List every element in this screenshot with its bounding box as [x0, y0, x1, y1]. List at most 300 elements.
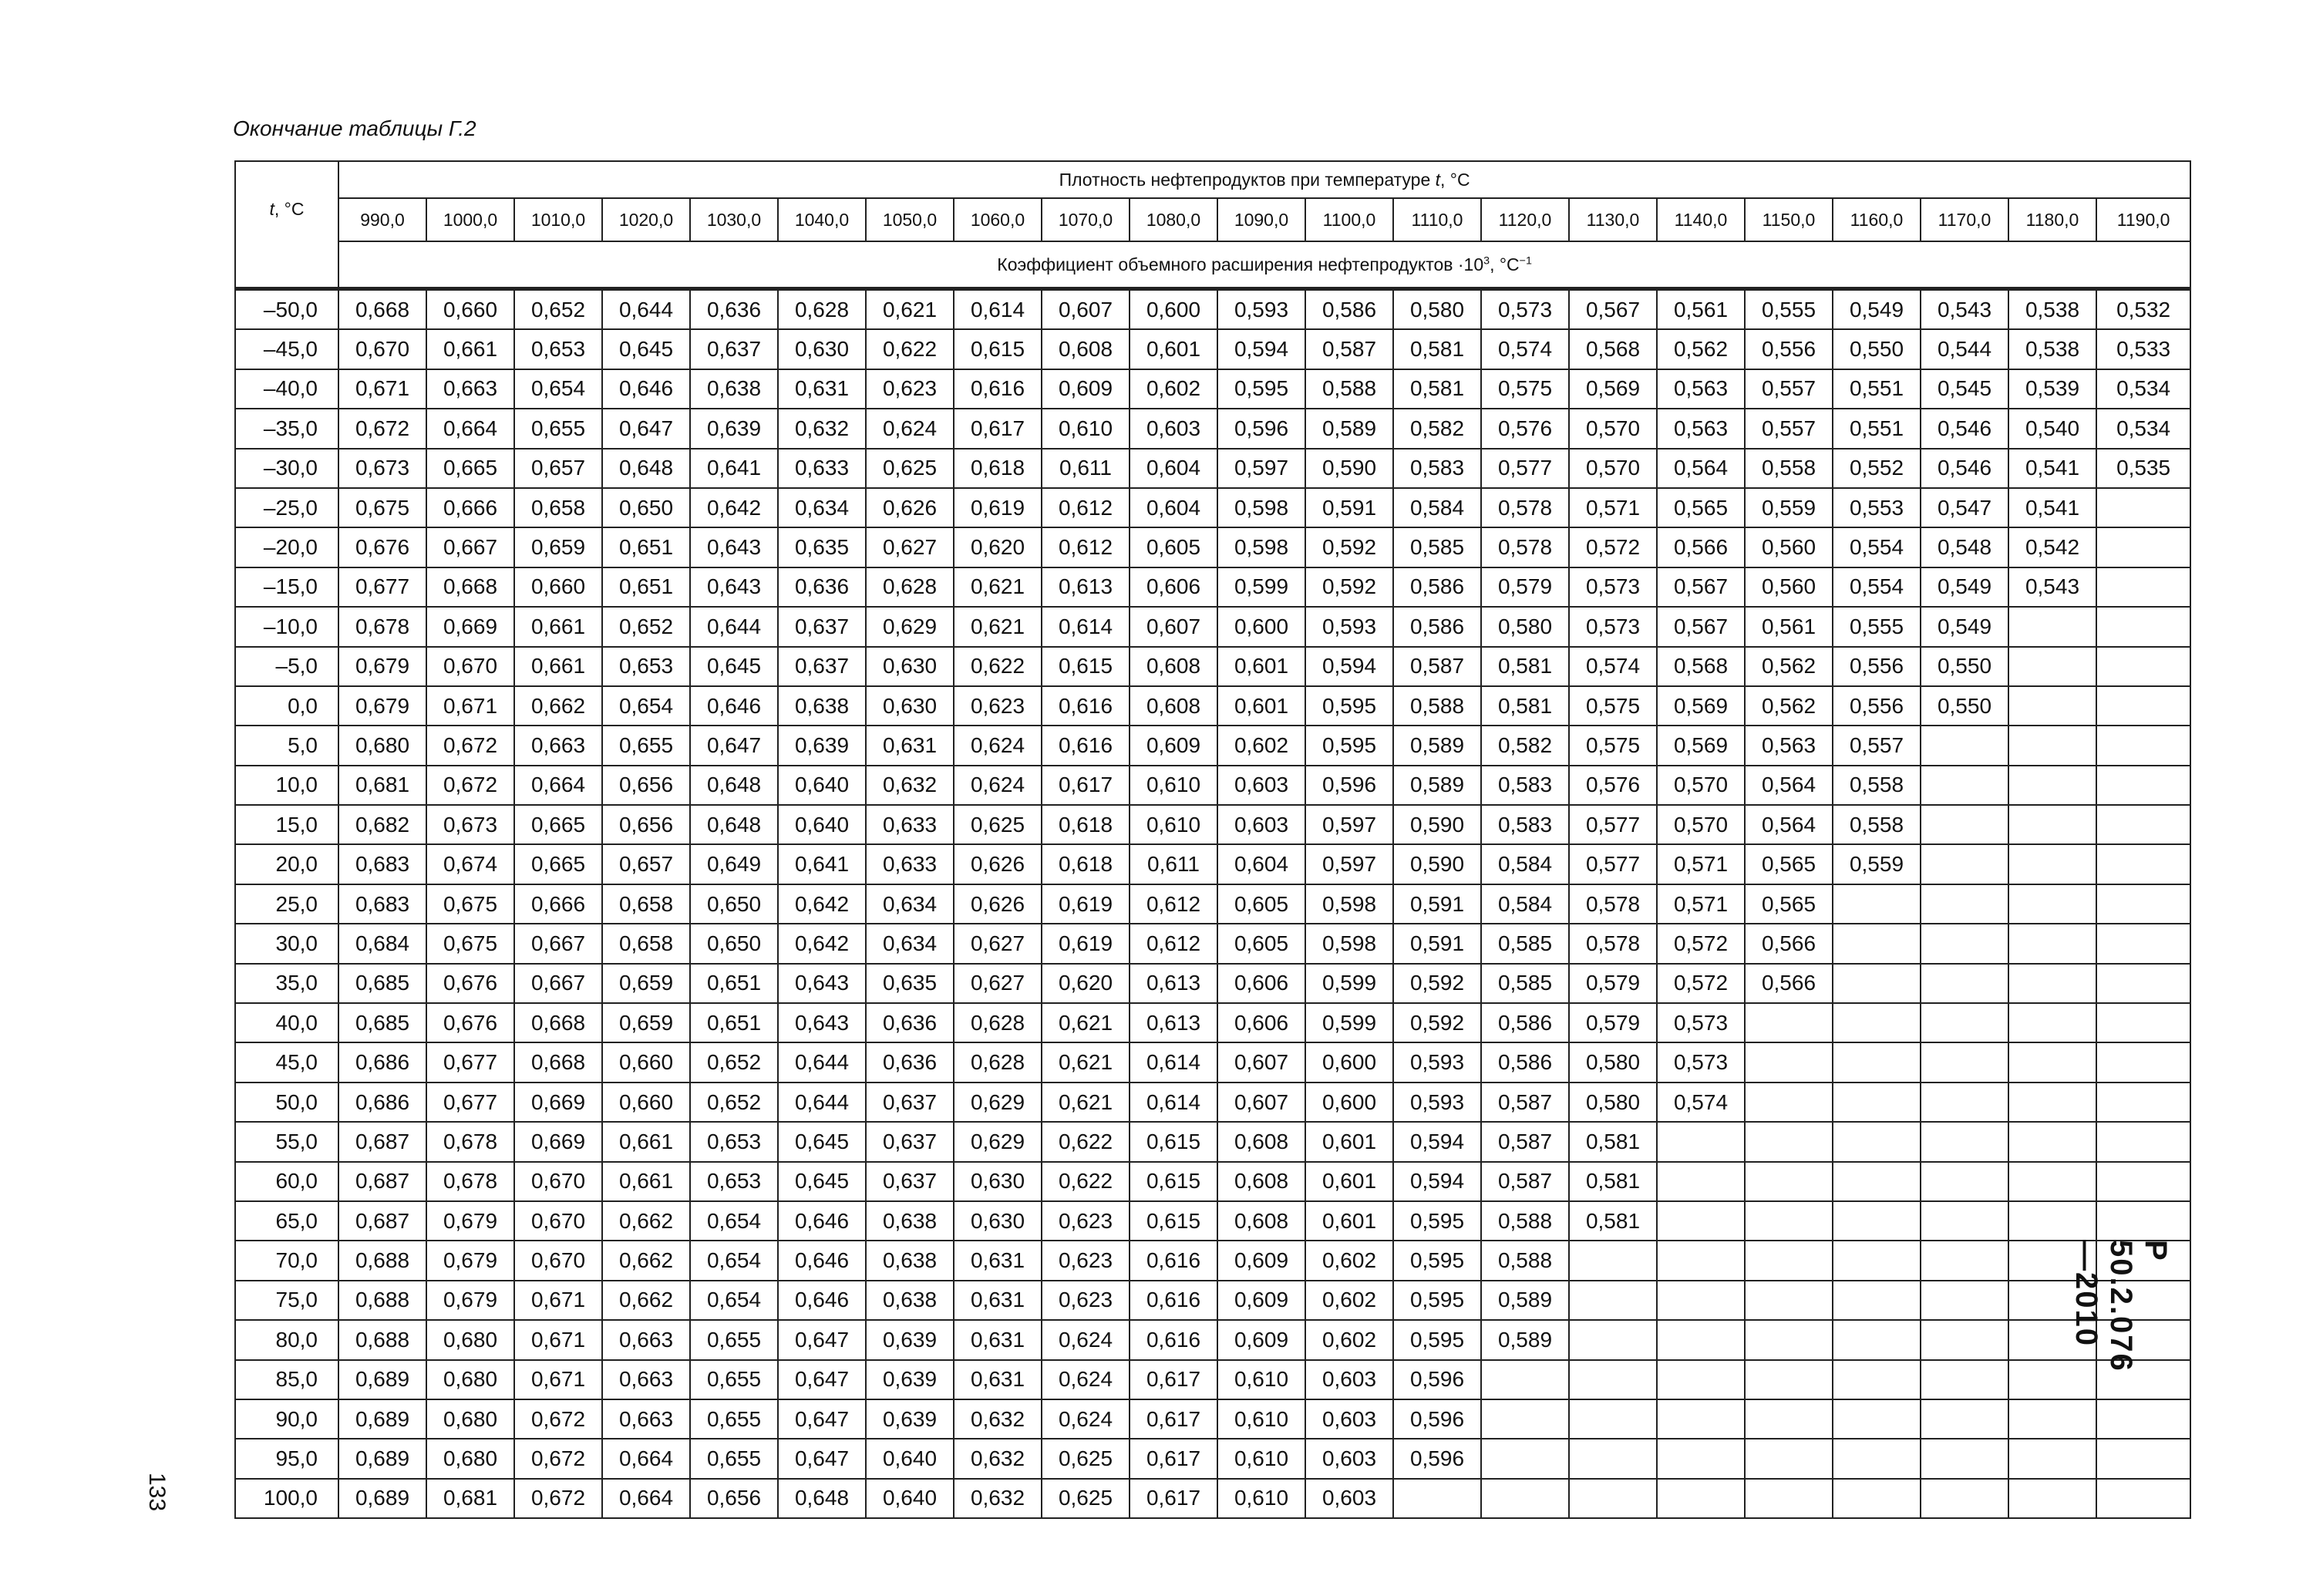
table-cell: 0,551 [1833, 409, 1921, 448]
table-cell: 0,581 [1569, 1122, 1657, 1161]
table-cell: 0,601 [1130, 329, 1217, 369]
table-cell: 0,680 [426, 1399, 514, 1439]
table-cell: 0,672 [338, 409, 426, 448]
table-cell: 0,612 [1042, 527, 1130, 567]
table-cell [2096, 1083, 2190, 1122]
table-cell: 0,679 [426, 1281, 514, 1320]
table-cell: 0,566 [1657, 527, 1745, 567]
table-cell: 0,672 [514, 1439, 602, 1478]
table-cell: 0,560 [1745, 567, 1833, 607]
table-cell: 0,554 [1833, 527, 1921, 567]
table-cell: 0,639 [866, 1399, 954, 1439]
table-cell: 0,532 [2096, 289, 2190, 330]
table-cell: 0,602 [1130, 369, 1217, 409]
table-cell: 0,587 [1481, 1122, 1569, 1161]
table-cell: 0,619 [1042, 884, 1130, 924]
table-cell: 0,541 [2008, 449, 2096, 488]
table-cell: 0,639 [866, 1360, 954, 1399]
table-cell [1569, 1399, 1657, 1439]
table-cell [1745, 1042, 1833, 1082]
table-cell: 0,573 [1569, 567, 1657, 607]
table-cell: 0,605 [1217, 924, 1305, 963]
table-cell: 0,628 [954, 1042, 1042, 1082]
table-cell: 0,624 [866, 409, 954, 448]
table-cell: 0,654 [690, 1281, 778, 1320]
table-cell [1481, 1439, 1569, 1478]
table-cell: 0,596 [1217, 409, 1305, 448]
table-cell [1921, 1162, 2008, 1201]
table-cell [1657, 1162, 1745, 1201]
table-cell [1833, 1162, 1921, 1201]
table-cell: 0,689 [338, 1399, 426, 1439]
table-cell: 0,617 [1130, 1360, 1217, 1399]
table-cell: 0,644 [778, 1042, 866, 1082]
table-cell [2096, 726, 2190, 765]
table-cell: 0,557 [1745, 369, 1833, 409]
table-cell: 0,625 [954, 805, 1042, 844]
table-cell: 0,664 [514, 766, 602, 805]
table-cell: 0,652 [514, 289, 602, 330]
table-cell: 0,621 [954, 607, 1042, 646]
table-cell: 0,600 [1305, 1042, 1393, 1082]
table-cell: 0,677 [338, 567, 426, 607]
table-cell: 0,637 [690, 329, 778, 369]
table-cell [1745, 1439, 1833, 1478]
table-cell: 0,652 [690, 1042, 778, 1082]
table-cell: 0,676 [338, 527, 426, 567]
table-cell [1569, 1281, 1657, 1320]
table-cell: 0,669 [426, 607, 514, 646]
table-cell: 0,588 [1481, 1241, 1569, 1280]
table-cell: 0,569 [1657, 726, 1745, 765]
table-cell: 0,563 [1657, 409, 1745, 448]
table-cell: 0,654 [514, 369, 602, 409]
table-cell [1921, 964, 2008, 1003]
table-cell: 0,571 [1657, 844, 1745, 884]
table-cell: 0,637 [778, 647, 866, 686]
table-cell: 0,631 [954, 1320, 1042, 1359]
table-cell [2096, 766, 2190, 805]
table-cell: 0,668 [338, 289, 426, 330]
table-row [235, 964, 2190, 1003]
table-cell: 0,603 [1217, 766, 1305, 805]
table-cell: 0,544 [1921, 329, 2008, 369]
header-coef-post: , °C [1490, 254, 1520, 274]
table-row [235, 924, 2190, 963]
table-cell: 0,630 [866, 647, 954, 686]
table-cell: 0,618 [1042, 844, 1130, 884]
table-cell: 0,597 [1217, 449, 1305, 488]
table-row [235, 844, 2190, 884]
row-temperature: 50,0 [235, 1083, 338, 1122]
table-cell: 0,609 [1217, 1320, 1305, 1359]
table-cell [2096, 964, 2190, 1003]
table-cell [1745, 1241, 1833, 1280]
table-cell [2096, 488, 2190, 527]
header-density-pre: Плотность нефтепродуктов при температуре [1059, 169, 1436, 190]
row-temperature: –20,0 [235, 527, 338, 567]
table-cell: 0,647 [602, 409, 690, 448]
row-temperature: 45,0 [235, 1042, 338, 1082]
table-cell [1921, 1003, 2008, 1042]
table-cell: 0,583 [1481, 766, 1569, 805]
table-cell [2096, 1201, 2190, 1241]
table-cell: 0,612 [1130, 924, 1217, 963]
table-cell: 0,602 [1305, 1241, 1393, 1280]
table-cell: 0,581 [1569, 1201, 1657, 1241]
table-cell: 0,574 [1657, 1083, 1745, 1122]
density-column-header: 1060,0 [954, 198, 1042, 241]
table-cell: 0,655 [514, 409, 602, 448]
density-column-header: 1170,0 [1921, 198, 2008, 241]
table-cell: 0,658 [602, 884, 690, 924]
table-cell: 0,654 [690, 1201, 778, 1241]
table-cell: 0,607 [1042, 289, 1130, 330]
table-row [235, 567, 2190, 607]
table-cell: 0,615 [954, 329, 1042, 369]
table-cell: 0,636 [866, 1042, 954, 1082]
table-cell: 0,680 [426, 1360, 514, 1399]
table-cell: 0,603 [1217, 805, 1305, 844]
table-cell: 0,550 [1921, 647, 2008, 686]
table-cell: 0,663 [602, 1320, 690, 1359]
table-cell: 0,562 [1745, 686, 1833, 726]
table-cell: 0,632 [866, 766, 954, 805]
table-cell: 0,621 [1042, 1003, 1130, 1042]
table-cell: 0,633 [866, 844, 954, 884]
table-cell: 0,577 [1481, 449, 1569, 488]
table-cell: 0,587 [1481, 1162, 1569, 1201]
table-cell: 0,558 [1745, 449, 1833, 488]
row-temperature: 90,0 [235, 1399, 338, 1439]
table-cell: 0,680 [426, 1439, 514, 1478]
table-cell: 0,631 [954, 1241, 1042, 1280]
table-cell [2008, 1399, 2096, 1439]
table-cell: 0,581 [1481, 686, 1569, 726]
table-cell: 0,672 [514, 1479, 602, 1518]
table-cell: 0,586 [1481, 1003, 1569, 1042]
table-cell: 0,591 [1305, 488, 1393, 527]
table-cell: 0,626 [866, 488, 954, 527]
table-cell [1833, 1479, 1921, 1518]
table-cell [1921, 1201, 2008, 1241]
table-cell: 0,535 [2096, 449, 2190, 488]
table-cell [2008, 1479, 2096, 1518]
table-cell: 0,558 [1833, 805, 1921, 844]
table-cell: 0,623 [954, 686, 1042, 726]
table-cell: 0,575 [1569, 686, 1657, 726]
table-cell: 0,574 [1569, 647, 1657, 686]
table-cell: 0,573 [1657, 1042, 1745, 1082]
table-cell: 0,632 [954, 1439, 1042, 1478]
density-column-headers [235, 198, 2190, 241]
table-cell: 0,628 [954, 1003, 1042, 1042]
table-cell: 0,630 [954, 1162, 1042, 1201]
table-cell: 0,580 [1393, 289, 1481, 330]
table-cell [1833, 1360, 1921, 1399]
table-cell: 0,663 [602, 1399, 690, 1439]
row-temperature: 40,0 [235, 1003, 338, 1042]
table-cell [1833, 1281, 1921, 1320]
table-cell: 0,585 [1481, 924, 1569, 963]
table-cell [1569, 1360, 1657, 1399]
table-cell: 0,660 [514, 567, 602, 607]
table-cell: 0,549 [1833, 289, 1921, 330]
table-cell: 0,670 [514, 1241, 602, 1280]
table-cell [1657, 1360, 1745, 1399]
table-row [235, 1479, 2190, 1518]
table-cell: 0,617 [1130, 1439, 1217, 1478]
table-cell: 0,606 [1130, 567, 1217, 607]
row-temperature: –10,0 [235, 607, 338, 646]
table-cell: 0,594 [1393, 1162, 1481, 1201]
table-cell: 0,581 [1569, 1162, 1657, 1201]
table-cell: 0,667 [514, 964, 602, 1003]
table-cell: 0,603 [1130, 409, 1217, 448]
table-cell: 0,617 [954, 409, 1042, 448]
row-temperature: 15,0 [235, 805, 338, 844]
table-row [235, 329, 2190, 369]
table-cell: 0,562 [1657, 329, 1745, 369]
table-cell: 0,609 [1217, 1241, 1305, 1280]
table-cell: 0,549 [1921, 607, 2008, 646]
row-temperature: –45,0 [235, 329, 338, 369]
table-cell: 0,661 [602, 1122, 690, 1161]
table-cell: 0,661 [602, 1162, 690, 1201]
table-cell: 0,542 [2008, 527, 2096, 567]
table-cell: 0,595 [1305, 686, 1393, 726]
table-cell [2096, 647, 2190, 686]
table-cell [2096, 1439, 2190, 1478]
table-cell [2008, 884, 2096, 924]
table-cell: 0,643 [690, 567, 778, 607]
table-cell: 0,613 [1042, 567, 1130, 607]
row-temperature: 60,0 [235, 1162, 338, 1201]
table-cell: 0,607 [1217, 1083, 1305, 1122]
table-cell [1833, 1241, 1921, 1280]
table-cell: 0,639 [866, 1320, 954, 1359]
table-cell: 0,582 [1481, 726, 1569, 765]
table-cell [2096, 1479, 2190, 1518]
table-row [235, 289, 2190, 330]
table-cell: 0,629 [954, 1083, 1042, 1122]
table-cell: 0,627 [954, 924, 1042, 963]
table-row [235, 1201, 2190, 1241]
table-cell: 0,552 [1833, 449, 1921, 488]
table-cell: 0,550 [1833, 329, 1921, 369]
document-id: Р 50.2.076—2010 [2069, 1240, 2173, 1372]
header-density [338, 161, 2190, 198]
table-cell [1745, 1360, 1833, 1399]
table-cell: 0,628 [778, 289, 866, 330]
table-cell: 0,534 [2096, 409, 2190, 448]
table-cell: 0,673 [426, 805, 514, 844]
table-cell [2096, 1399, 2190, 1439]
table-cell: 0,622 [954, 647, 1042, 686]
table-cell: 0,664 [602, 1439, 690, 1478]
row-temperature: 100,0 [235, 1479, 338, 1518]
density-column-header: 1050,0 [866, 198, 954, 241]
table-cell: 0,645 [602, 329, 690, 369]
table-cell: 0,575 [1569, 726, 1657, 765]
table-cell: 0,686 [338, 1042, 426, 1082]
table-cell: 0,688 [338, 1320, 426, 1359]
table-cell: 0,637 [866, 1162, 954, 1201]
table-cell: 0,569 [1657, 686, 1745, 726]
table-cell [1745, 1201, 1833, 1241]
row-temperature: 20,0 [235, 844, 338, 884]
table-cell: 0,604 [1130, 449, 1217, 488]
table-cell: 0,663 [602, 1360, 690, 1399]
table-cell: 0,590 [1393, 844, 1481, 884]
column-header-temperature [235, 161, 338, 289]
table-cell: 0,681 [426, 1479, 514, 1518]
table-cell [1745, 1162, 1833, 1201]
table-cell: 0,689 [338, 1479, 426, 1518]
table-cell: 0,678 [426, 1122, 514, 1161]
table-cell: 0,659 [514, 527, 602, 567]
table-cell: 0,595 [1393, 1241, 1481, 1280]
table-cell: 0,638 [866, 1201, 954, 1241]
table-cell [2008, 1439, 2096, 1478]
row-temperature: 35,0 [235, 964, 338, 1003]
table-cell: 0,610 [1217, 1439, 1305, 1478]
table-cell: 0,570 [1657, 805, 1745, 844]
density-column-header: 990,0 [338, 198, 426, 241]
table-cell: 0,590 [1393, 805, 1481, 844]
table-cell [1833, 1201, 1921, 1241]
table-cell: 0,611 [1042, 449, 1130, 488]
table-cell: 0,639 [690, 409, 778, 448]
table-cell: 0,539 [2008, 369, 2096, 409]
table-cell: 0,587 [1305, 329, 1393, 369]
table-cell: 0,635 [778, 527, 866, 567]
table-cell: 0,601 [1305, 1201, 1393, 1241]
table-cell: 0,660 [602, 1042, 690, 1082]
table-cell [2096, 884, 2190, 924]
row-temperature: 95,0 [235, 1439, 338, 1478]
row-temperature: –35,0 [235, 409, 338, 448]
table-row [235, 1083, 2190, 1122]
table-cell: 0,626 [954, 844, 1042, 884]
table-cell: 0,567 [1569, 289, 1657, 330]
table-cell: 0,575 [1481, 369, 1569, 409]
density-column-header: 1070,0 [1042, 198, 1130, 241]
table-cell: 0,632 [778, 409, 866, 448]
table-cell: 0,586 [1393, 607, 1481, 646]
table-cell: 0,596 [1305, 766, 1393, 805]
table-cell: 0,622 [1042, 1162, 1130, 1201]
table-cell: 0,671 [514, 1281, 602, 1320]
table-cell [1569, 1320, 1657, 1359]
table-cell [2008, 726, 2096, 765]
table-cell: 0,538 [2008, 329, 2096, 369]
table-cell: 0,642 [778, 884, 866, 924]
table-cell: 0,651 [602, 527, 690, 567]
table-cell: 0,681 [338, 766, 426, 805]
table-cell: 0,650 [690, 884, 778, 924]
table-cell: 0,629 [866, 607, 954, 646]
table-cell: 0,664 [602, 1479, 690, 1518]
table-cell: 0,641 [690, 449, 778, 488]
table-cell: 0,647 [690, 726, 778, 765]
table-cell [1833, 1399, 1921, 1439]
table-cell: 0,570 [1569, 449, 1657, 488]
table-cell: 0,662 [602, 1241, 690, 1280]
table-cell: 0,631 [954, 1360, 1042, 1399]
table-cell: 0,585 [1393, 527, 1481, 567]
table-cell [2008, 647, 2096, 686]
table-cell: 0,655 [690, 1320, 778, 1359]
table-cell: 0,609 [1217, 1281, 1305, 1320]
table-cell: 0,588 [1481, 1201, 1569, 1241]
table-cell [1921, 1479, 2008, 1518]
table-cell: 0,608 [1130, 647, 1217, 686]
table-cell [1657, 1399, 1745, 1439]
table-cell: 0,638 [778, 686, 866, 726]
table-cell [1569, 1241, 1657, 1280]
table-cell [1921, 844, 2008, 884]
table-cell [1657, 1320, 1745, 1359]
table-row [235, 726, 2190, 765]
table-cell: 0,615 [1130, 1162, 1217, 1201]
table-cell: 0,603 [1305, 1399, 1393, 1439]
table-cell: 0,636 [778, 567, 866, 607]
table-cell: 0,565 [1745, 844, 1833, 884]
table-cell: 0,596 [1393, 1360, 1481, 1399]
table-row [235, 449, 2190, 488]
table-cell: 0,639 [778, 726, 866, 765]
table-cell [1657, 1439, 1745, 1478]
table-row [235, 686, 2190, 726]
header-density-post: , °C [1440, 169, 1470, 190]
table-cell: 0,561 [1745, 607, 1833, 646]
table-cell: 0,572 [1657, 924, 1745, 963]
table-cell: 0,644 [690, 607, 778, 646]
table-cell [1921, 805, 2008, 844]
table-cell: 0,589 [1393, 766, 1481, 805]
table-cell [1657, 1281, 1745, 1320]
table-cell: 0,596 [1393, 1439, 1481, 1478]
table-cell: 0,595 [1393, 1281, 1481, 1320]
table-cell: 0,534 [2096, 369, 2190, 409]
table-cell: 0,683 [338, 884, 426, 924]
table-cell: 0,569 [1569, 369, 1657, 409]
table-cell: 0,671 [338, 369, 426, 409]
table-cell: 0,672 [426, 766, 514, 805]
table-cell: 0,632 [954, 1479, 1042, 1518]
table-cell: 0,615 [1130, 1201, 1217, 1241]
table-cell: 0,576 [1569, 766, 1657, 805]
table-cell: 0,543 [1921, 289, 2008, 330]
row-temperature: –5,0 [235, 647, 338, 686]
table-cell [2096, 1003, 2190, 1042]
table-cell: 0,584 [1481, 884, 1569, 924]
density-column-header: 1120,0 [1481, 198, 1569, 241]
table-cell [1481, 1479, 1569, 1518]
table-cell [1745, 1122, 1833, 1161]
table-cell: 0,637 [778, 607, 866, 646]
table-cell: 0,608 [1130, 686, 1217, 726]
table-cell: 0,669 [514, 1122, 602, 1161]
header-coef-unit-exp: −1 [1519, 254, 1532, 267]
row-temperature: –15,0 [235, 567, 338, 607]
table-row [235, 647, 2190, 686]
table-cell: 0,640 [778, 766, 866, 805]
table-cell [2008, 686, 2096, 726]
density-column-header: 1030,0 [690, 198, 778, 241]
table-cell [2096, 1122, 2190, 1161]
